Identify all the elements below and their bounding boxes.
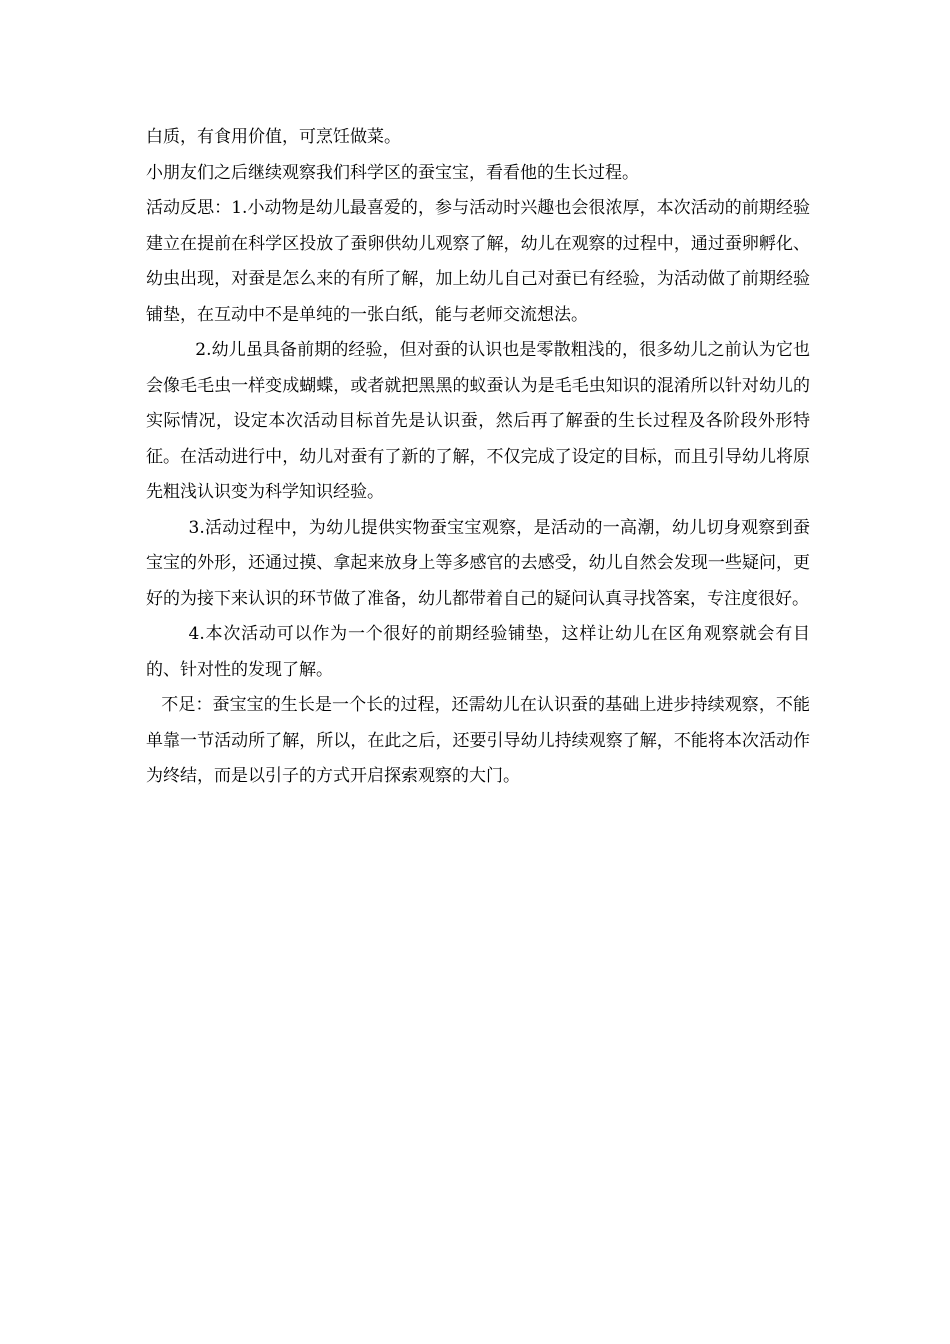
paragraph-observation: 小朋友们之后继续观察我们科学区的蚕宝宝，看看他的生长过程。 (146, 162, 639, 183)
paragraph-reflection-3: 3.活动过程中，为幼儿提供实物蚕宝宝观察，是活动的一高潮，幼儿切身观察到蚕宝宝的外形，还通过摸、拿起来放身上等多感官的去感受，幼儿自然会发现一些疑问，更好的为接下来认识的环节做了准备，幼儿都带着自己的疑问认真寻找答案，专注度很好。 (146, 517, 810, 609)
document-body (146, 120, 810, 795)
paragraph-shortcomings: 不足：蚕宝宝的生长是一个长的过程，还需幼儿在认识蚕的基础上进步持续观察，不能单靠一节活动所了解，所以，在此之后，还要引导幼儿持续观察了解，不能将本次活动作为终结，而是以引子的方式开启探索观察的大门。 (146, 695, 810, 786)
paragraph-reflection-4: 4.本次活动可以作为一个很好的前期经验铺垫，这样让幼儿在区角观察就会有目的、针对性的发现了解。 (146, 624, 810, 680)
paragraph-reflection-2: 2.幼儿虽具备前期的经验，但对蚕的认识也是零散粗浅的，很多幼儿之前认为它也会像毛毛虫一样变成蝴蝶，或者就把黑黑的蚁蚕认为是毛毛虫知识的混淆所以针对幼儿的实际情况，设定本次活动目标首先是认识蚕，然后再了解蚕的生长过程及各阶段外形特征。在活动进行中，幼儿对蚕有了新的了解，不仅完成了设定的目标，而且引导幼儿将原先粗浅认识变为科学知识经验。 (146, 340, 810, 502)
paragraph-reflection-1: 活动反思：1.小动物是幼儿最喜爱的，参与活动时兴趣也会很浓厚，本次活动的前期经验建立在提前在科学区投放了蚕卵供幼儿观察了解，幼儿在观察的过程中，通过蚕卵孵化、幼虫出现，对蚕是怎么来的有所了解，加上幼儿自己对蚕已有经验，为活动做了前期经验铺垫，在互动中不是单纯的一张白纸，能与老师交流想法。 (146, 198, 810, 325)
paragraph-continuation: 白质，有食用价值，可烹饪做菜。 (146, 127, 401, 147)
